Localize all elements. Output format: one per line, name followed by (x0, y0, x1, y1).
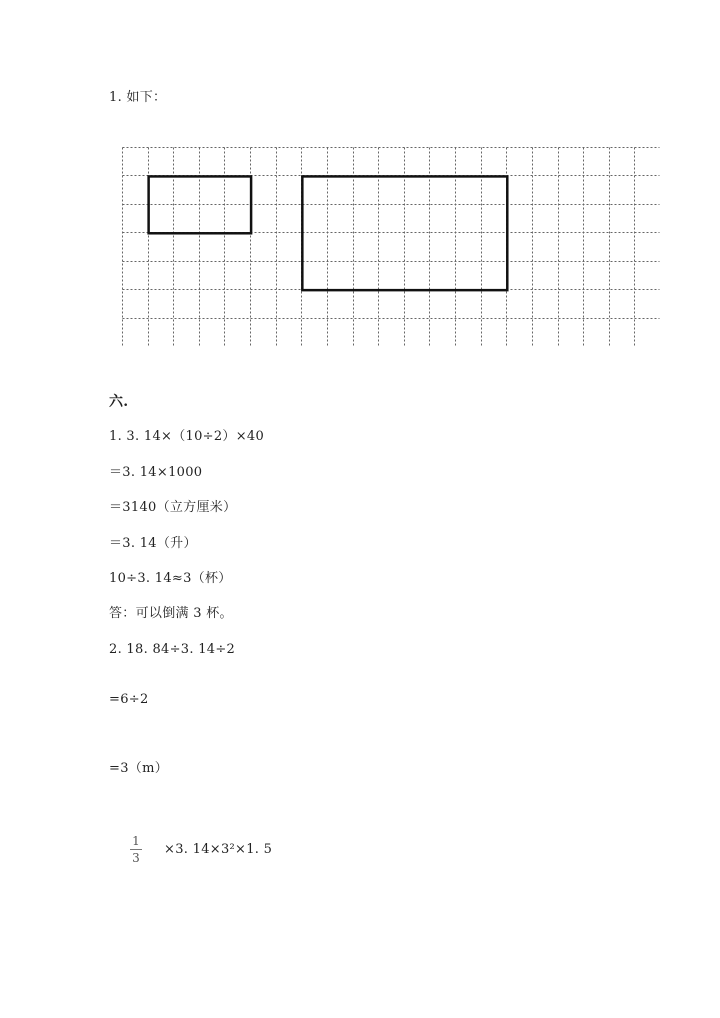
fraction (128, 834, 144, 865)
solution-line-7: =6÷2 (109, 692, 149, 707)
problem-label: 1. 如下： (109, 90, 167, 105)
solution-line-8: =3（m） (109, 761, 168, 776)
solution-line-1: 1. 3. 14×（10÷2）×40 (109, 429, 265, 444)
solution-line-6: 2. 18. 84÷3. 14÷2 (109, 642, 236, 657)
fraction-expression: ×3. 14×3²×1. 5 (164, 842, 273, 857)
answer-line: 答：可以倒满 3 杯。 (109, 606, 233, 621)
section-heading: 六. (109, 394, 129, 410)
fraction-bar (130, 849, 142, 850)
solution-line-3: ＝3140（立方厘米） (109, 500, 237, 515)
solution-line-2: ＝3. 14×1000 (109, 465, 203, 480)
fraction-denominator: 3 (132, 851, 140, 865)
fraction-numerator: 1 (132, 834, 140, 848)
solution-line-5: 10÷3. 14≈3（杯） (109, 571, 232, 586)
solution-line-4: ＝3. 14（升） (109, 536, 197, 551)
grid-figure (122, 147, 660, 346)
